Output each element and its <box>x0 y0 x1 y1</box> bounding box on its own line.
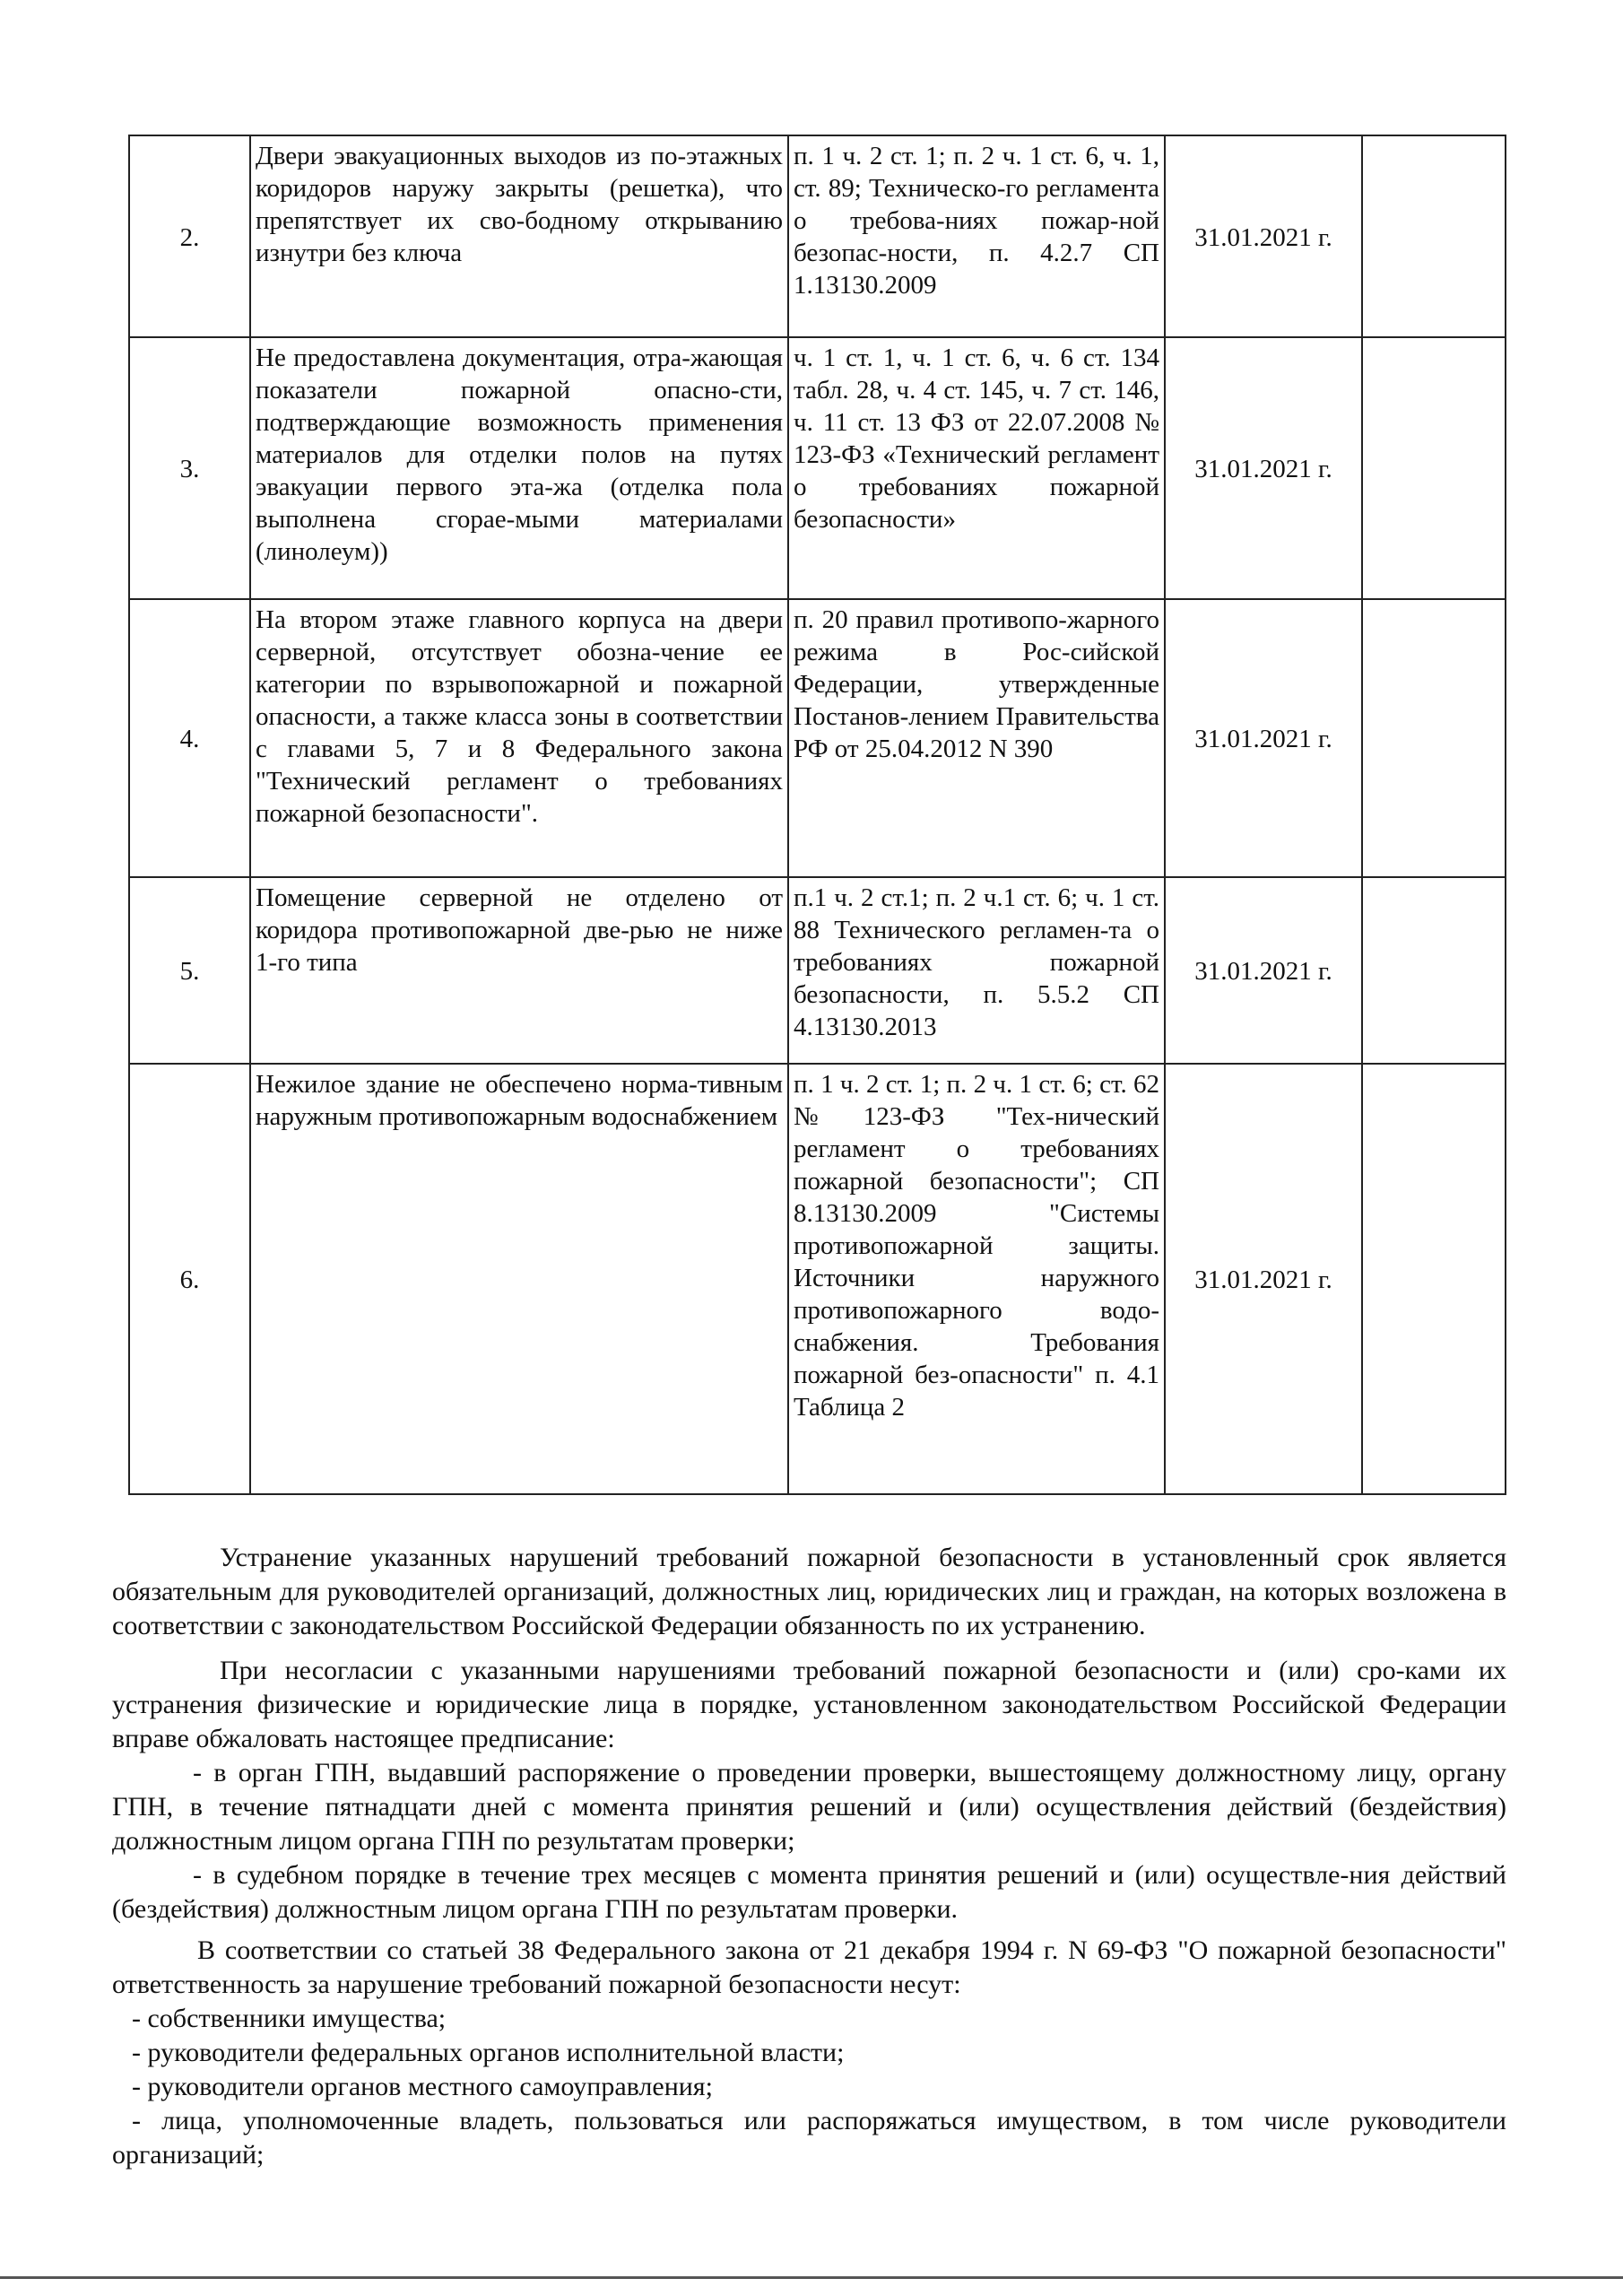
responsible-item: - лица, уполномоченные владеть, пользоваться или распоряжаться имуществом, в том числе руководители организаций; <box>112 2106 1506 2170</box>
row-number: 5. <box>129 877 250 1064</box>
violation-description: Не предоставлена документация, отра-жающая показатели пожарной опасно-сти, подтверждающие возможность применения материалов для отделки полов на путях эвакуации первого эта-жа (отделка пола выполнена сгорае-мыми материалами (линолеум)) <box>250 337 788 599</box>
completion-mark <box>1362 1064 1506 1494</box>
body-text <box>112 1541 1506 2172</box>
completion-mark <box>1362 877 1506 1064</box>
violations-table <box>128 135 1506 1495</box>
appeal-item-gpn: - в орган ГПН, выдавший распоряжение о проведении проверки, вышестоящему должностному лицу, органу ГПН, в течение пятнадцати дней с момента принятия решений и (или) осуществления действий (бездействия) должностным лицом органа ГПН по результатам проверки; <box>112 1758 1506 1856</box>
paragraph-obligation: Устранение указанных нарушений требований пожарной безопасности в установленный срок является обязательным для руководителей организаций, должностных лиц, юридических лиц и граждан, на которых возложена в соответствии с законодательством Российской Федерации обязанность по их устранению. <box>112 1543 1506 1640</box>
responsible-item: - собственники имущества; <box>132 2004 447 2033</box>
legal-basis: п.1 ч. 2 ст.1; п. 2 ч.1 ст. 6; ч. 1 ст. 88 Технического регламен-та о требованиях пожарной безопасности, п. 5.5.2 СП 4.13130.2013 <box>788 877 1165 1064</box>
completion-mark <box>1362 599 1506 877</box>
deadline: 31.01.2021 г. <box>1165 599 1362 877</box>
row-number: 4. <box>129 599 250 877</box>
completion-mark <box>1362 135 1506 337</box>
legal-basis: п. 20 правил противопо-жарного режима в Рос-сийской Федерации, утвержденные Постанов-лением Правительства РФ от 25.04.2012 N 390 <box>788 599 1165 877</box>
table-row <box>129 337 1506 599</box>
responsible-item: - руководители федеральных органов исполнительной власти; <box>132 2038 845 2067</box>
legal-basis: п. 1 ч. 2 ст. 1; п. 2 ч. 1 ст. 6, ч. 1, ст. 89; Техническо-го регламента о требова-ниях пожар-ной безопас-ности, п. 4.2.7 СП 1.13130.2009 <box>788 135 1165 337</box>
appeal-item-court: - в судебном порядке в течение трех месяцев с момента принятия решений и (или) осуществле-ния действий (бездействия) должностным лицом органа ГПН по результатам проверки. <box>112 1860 1506 1924</box>
table-row <box>129 135 1506 337</box>
deadline: 31.01.2021 г. <box>1165 877 1362 1064</box>
row-number: 3. <box>129 337 250 599</box>
violation-description: Нежилое здание не обеспечено норма-тивным наружным противопожарным водоснабжением <box>250 1064 788 1494</box>
deadline: 31.01.2021 г. <box>1165 135 1362 337</box>
violation-description: Помещение серверной не отделено от коридора противопожарной две-рью не ниже 1-го типа <box>250 877 788 1064</box>
legal-basis: п. 1 ч. 2 ст. 1; п. 2 ч. 1 ст. 6; ст. 62 №123-ФЗ "Тех-нический регламент о требованиях пожарной безопасности"; СП 8.13130.2009 "Системы противопожарной защиты. Источники наружного противопожарного водо-снабжения. Требования пожарной без-опасности" п. 4.1 Таблица 2 <box>788 1064 1165 1494</box>
paragraph-appeal: При несогласии с указанными нарушениями требований пожарной безопасности и (или) сро-ками их устранения физические и юридические лица в порядке, установленном законодательством Российской Федерации вправе обжаловать настоящее предписание: <box>112 1656 1506 1753</box>
responsible-item: - руководители органов местного самоуправления; <box>132 2072 713 2101</box>
row-number: 6. <box>129 1064 250 1494</box>
table-row <box>129 877 1506 1064</box>
table-row <box>129 1064 1506 1494</box>
deadline: 31.01.2021 г. <box>1165 337 1362 599</box>
scan-edge-line <box>0 2276 1623 2279</box>
violation-description: На втором этаже главного корпуса на двери серверной, отсутствует обозна-чение ее категории по взрывопожарной и пожарной опасности, а также класса зоны в соответствии с главами 5, 7 и 8 Федерального закона "Технический регламент о требованиях пожарной безопасности". <box>250 599 788 877</box>
deadline: 31.01.2021 г. <box>1165 1064 1362 1494</box>
row-number: 2. <box>129 135 250 337</box>
violation-description: Двери эвакуационных выходов из по-этажных коридоров наружу закрыты (решетка), что препятствует их сво-бодному открыванию изнутри без ключа <box>250 135 788 337</box>
legal-basis: ч. 1 ст. 1, ч. 1 ст. 6, ч. 6 ст. 134 табл. 28, ч. 4 ст. 145, ч. 7 ст. 146, ч. 11 ст. 13 ФЗ от 22.07.2008 № 123-ФЗ «Технический регламент о требованиях пожарной безопасности» <box>788 337 1165 599</box>
table-row <box>129 599 1506 877</box>
completion-mark <box>1362 337 1506 599</box>
paragraph-responsibility: В соответствии со статьей 38 Федерального закона от 21 декабря 1994 г. N 69-ФЗ "О пожарной безопасности" ответственность за нарушение требований пожарной безопасности несут: <box>112 1935 1506 1999</box>
